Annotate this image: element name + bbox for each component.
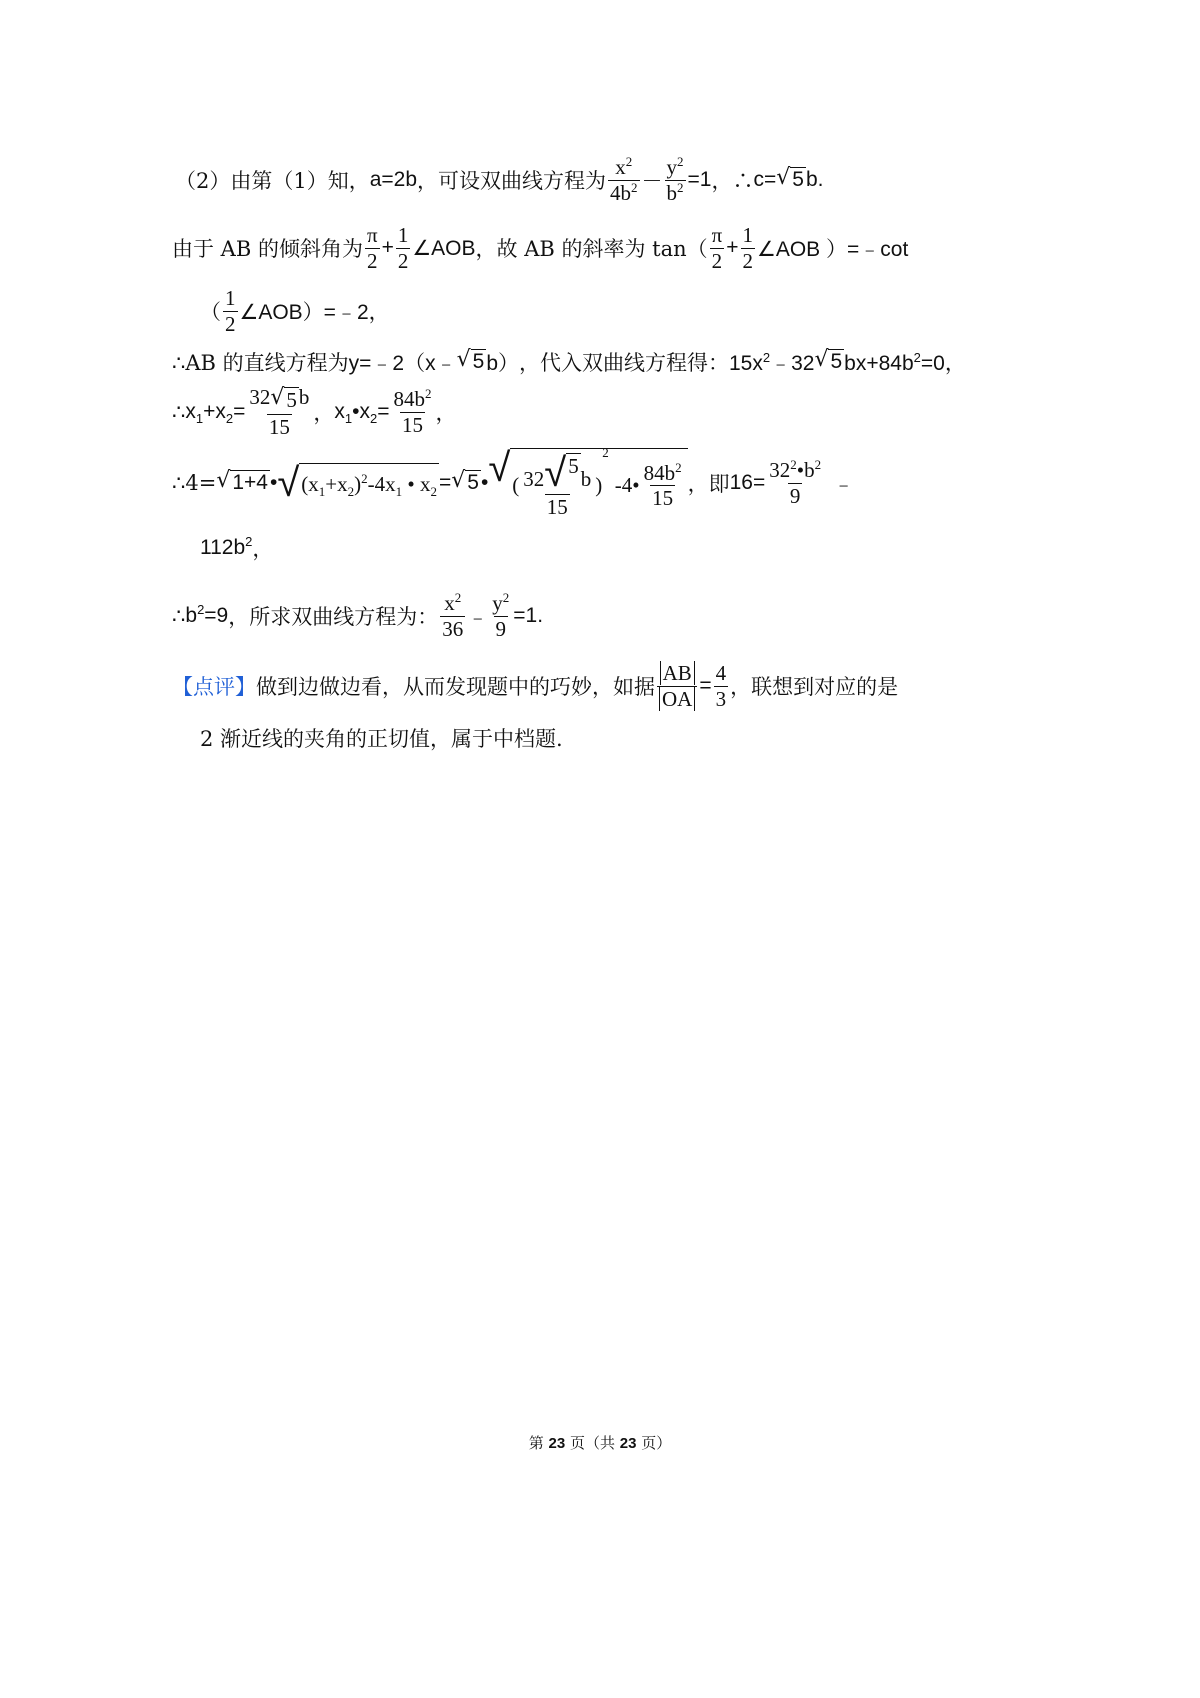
text xyxy=(200,536,252,560)
square-root: √ 1+4 xyxy=(216,468,268,495)
text: =1 xyxy=(687,168,712,191)
superscript: 2 xyxy=(913,350,921,365)
solution-line-1 xyxy=(175,148,824,212)
subscript: 1 xyxy=(318,484,326,500)
square-root: √ 5 xyxy=(776,165,804,192)
numerator: 84b xyxy=(643,460,676,485)
square-root: √ 5 xyxy=(456,347,485,374)
fraction xyxy=(665,156,686,203)
text: b. xyxy=(805,168,824,191)
numerator: x xyxy=(444,591,455,616)
numerator: AB xyxy=(660,661,695,685)
denominator: OA xyxy=(659,687,695,711)
radicand: 5 xyxy=(472,350,485,374)
numerator: y xyxy=(492,591,503,616)
term: +x xyxy=(325,472,348,496)
subscript: 1 xyxy=(195,411,204,427)
superscript: 2 xyxy=(814,457,822,473)
term: +x xyxy=(203,400,226,423)
text: ， xyxy=(252,537,274,561)
page-number: 23 xyxy=(548,1435,566,1452)
radicand xyxy=(299,463,439,503)
radicand: 5 xyxy=(286,388,297,413)
superscript: 2 xyxy=(625,154,633,170)
solution-line-2 xyxy=(172,218,908,278)
text: ，联想到对应的是 xyxy=(730,675,899,699)
numerator: x xyxy=(615,155,626,180)
denominator: b xyxy=(666,180,678,205)
text: y=﹣2（x﹣ xyxy=(348,352,457,375)
fraction xyxy=(396,224,411,271)
square-root: √ $(x_1+x_2)^2-4x_1$ • $x_2$ xyxy=(277,460,437,506)
numerator: 84b xyxy=(393,387,425,412)
text: ∴ xyxy=(172,400,186,424)
text: =1. xyxy=(513,604,544,627)
denominator: 3 xyxy=(715,686,727,711)
text: ∠AOB ）=﹣cot xyxy=(757,238,909,261)
numerator: 1 xyxy=(225,286,236,311)
term: -4x xyxy=(367,472,396,496)
footer-text: 页（共 xyxy=(565,1434,620,1452)
operator: ﹣ xyxy=(833,473,855,496)
fraction xyxy=(741,224,756,271)
text: ，代入双曲线方程得： xyxy=(519,351,729,375)
denominator: 15 xyxy=(546,494,568,519)
subscript: 2 xyxy=(225,411,234,427)
term: x xyxy=(185,400,196,423)
footer-text: 第 xyxy=(528,1434,549,1452)
superscript: 2 xyxy=(677,154,684,170)
numerator: π xyxy=(711,223,723,248)
term: -4 xyxy=(614,473,633,498)
fraction xyxy=(365,224,380,271)
text: a=2b xyxy=(369,168,418,191)
square-root: √ ( 32 √ 5 b 15 ) 2 -4 • $\frac{84b^2}{15}$ xyxy=(488,448,687,518)
term: (x xyxy=(301,472,319,496)
term: ﹣32 xyxy=(770,352,815,375)
fraction xyxy=(521,449,593,519)
radicand: ( 32 √ 5 b 15 ) 2 -4 • $\frac{84b^2}{15}$ xyxy=(510,448,687,518)
radicand: 5 xyxy=(566,453,581,493)
text: ∠AOB xyxy=(412,236,476,260)
square-root: √ 5 xyxy=(451,468,479,495)
term: = xyxy=(377,400,390,423)
numerator: π xyxy=(366,223,378,248)
superscript: 2 xyxy=(677,179,684,195)
subscript: 2 xyxy=(430,484,437,500)
superscript: 2 xyxy=(762,350,771,365)
text: 16= xyxy=(729,471,766,494)
text: （2）由第（1）知， xyxy=(175,169,370,193)
text: ， xyxy=(435,401,457,425)
operator: + xyxy=(726,236,739,259)
text: 由于 AB 的倾斜角为 xyxy=(172,237,363,261)
denominator: 36 xyxy=(442,616,464,641)
text: ， xyxy=(313,401,335,425)
text: = xyxy=(699,674,712,697)
superscript: 2 xyxy=(675,459,682,475)
denominator: 2 xyxy=(397,248,409,273)
denominator: 9 xyxy=(495,616,506,641)
numerator: 32 xyxy=(523,466,545,491)
text: = xyxy=(439,471,452,494)
denominator: 4b xyxy=(610,180,632,205)
numerator: 4 xyxy=(715,661,727,686)
denominator: 2 xyxy=(367,248,378,273)
square-root: √ 5 xyxy=(814,347,843,374)
term: =0， xyxy=(920,352,966,375)
term: b xyxy=(185,604,198,627)
text: ∠AOB）=﹣2， xyxy=(239,301,390,324)
fraction xyxy=(642,459,684,510)
term: • x xyxy=(402,472,431,496)
superscript: 2 xyxy=(197,602,205,617)
term: b xyxy=(580,466,592,491)
subscript: 1 xyxy=(344,411,353,427)
solution-line-8 xyxy=(172,588,543,644)
text xyxy=(844,347,966,377)
denominator: 15 xyxy=(268,414,290,439)
operator: ﹣ xyxy=(467,606,489,629)
operator: － xyxy=(641,170,663,193)
text xyxy=(729,347,814,377)
comment-line-1 xyxy=(172,658,898,714)
superscript: 2 xyxy=(454,590,462,606)
text xyxy=(334,400,390,427)
radicand: 5 xyxy=(467,471,479,495)
paren: ( xyxy=(512,473,520,498)
fraction xyxy=(767,459,823,506)
superscript: 2 xyxy=(361,471,368,486)
term: x xyxy=(334,400,345,423)
text: ∴4= xyxy=(172,471,217,495)
term: •b xyxy=(796,458,815,483)
fraction xyxy=(608,156,640,203)
subscript: 1 xyxy=(395,484,403,500)
page-footer xyxy=(0,1432,1200,1453)
text: ∴ xyxy=(172,604,186,628)
numerator: 1 xyxy=(742,223,753,248)
text: ，所求双曲线方程为： xyxy=(228,605,439,629)
text: ，可设双曲线方程为 xyxy=(417,169,607,193)
text: c= xyxy=(753,168,777,191)
fraction xyxy=(710,224,725,271)
square-root: √ 5 xyxy=(544,449,579,496)
fraction xyxy=(440,592,465,639)
term: b xyxy=(298,385,310,410)
superscript: 2 xyxy=(631,179,638,195)
radicand: 5 xyxy=(792,168,804,192)
fraction xyxy=(714,662,729,709)
square-root: √ 5 xyxy=(270,385,297,413)
radicand: 1+4 xyxy=(232,471,268,495)
fraction xyxy=(392,388,434,435)
solution-line-5 xyxy=(172,384,457,440)
superscript: 2 xyxy=(425,386,432,402)
fraction xyxy=(223,287,238,334)
text: 做到边做边看，从而发现题中的巧妙，如据 xyxy=(256,675,655,699)
operator: • xyxy=(269,471,278,494)
fraction xyxy=(490,592,511,639)
superscript: 2 xyxy=(245,534,253,549)
text: ∴AB 的直线方程为 xyxy=(172,351,349,375)
text: ，即 xyxy=(687,472,730,496)
paren: ) xyxy=(595,473,603,498)
term: ) xyxy=(354,472,362,496)
text: b） xyxy=(486,352,519,375)
term: 112b xyxy=(200,536,246,559)
term: 15x xyxy=(729,352,763,375)
comment-line-2 xyxy=(200,720,563,756)
term: = xyxy=(233,400,246,423)
radicand: 5 xyxy=(830,350,843,374)
denominator: 9 xyxy=(789,483,801,508)
denominator: 15 xyxy=(402,412,423,437)
solution-line-4 xyxy=(172,344,966,380)
solution-line-7 xyxy=(200,530,273,566)
fraction xyxy=(657,662,697,709)
operator: • xyxy=(480,471,489,494)
text: （ xyxy=(200,300,221,324)
total-pages: 23 xyxy=(619,1435,637,1452)
fraction xyxy=(247,386,311,437)
term: =9 xyxy=(204,604,229,627)
superscript: 2 xyxy=(790,457,797,473)
text: ，故 AB 的斜率为 tan（ xyxy=(475,237,708,261)
operator: + xyxy=(381,236,394,259)
denominator: 2 xyxy=(742,248,753,273)
solution-line-3 xyxy=(200,282,390,340)
text xyxy=(185,604,228,628)
text: ，∴ xyxy=(711,169,754,193)
denominator: 2 xyxy=(711,248,723,273)
text: 2 渐近线的夹角的正切值，属于中档题. xyxy=(200,727,563,751)
numerator: 32 xyxy=(249,385,271,410)
denominator: 2 xyxy=(225,311,236,336)
solution-line-6 xyxy=(172,444,855,519)
subscript: 2 xyxy=(347,484,355,500)
footer-text: 页） xyxy=(636,1434,672,1452)
term: bx+84b xyxy=(844,352,914,375)
comment-tag: 【点评】 xyxy=(172,675,256,699)
superscript: 2 xyxy=(502,590,510,606)
text xyxy=(185,400,246,427)
numerator: y xyxy=(666,155,678,180)
operator: • xyxy=(632,473,640,498)
numerator: 1 xyxy=(397,223,409,248)
denominator: 15 xyxy=(652,486,674,510)
numerator: 32 xyxy=(769,458,791,483)
subscript: 2 xyxy=(370,411,378,427)
term: •x xyxy=(352,400,370,423)
